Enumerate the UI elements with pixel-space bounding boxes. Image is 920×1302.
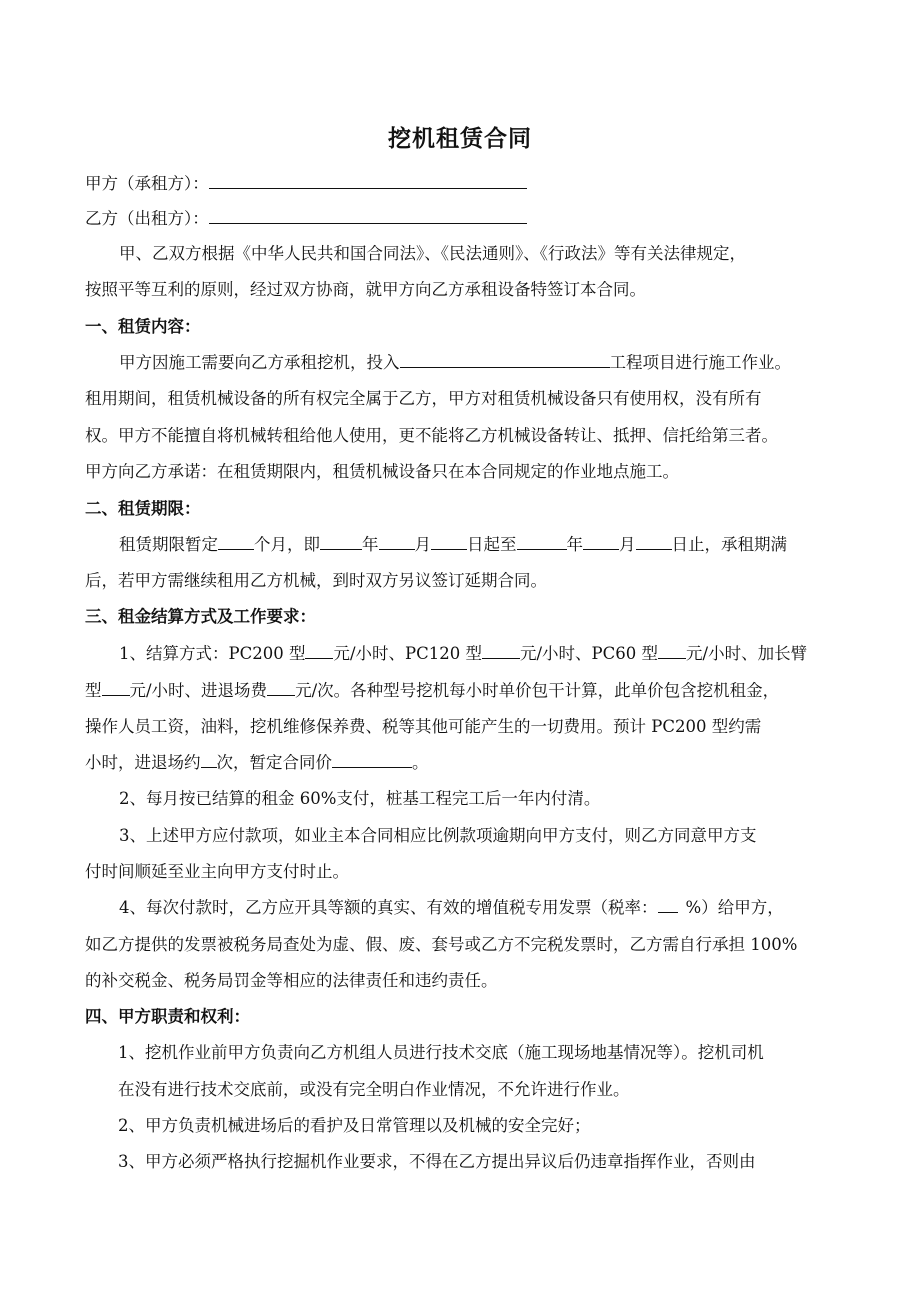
s2-line-1: [119, 531, 787, 555]
party-b-blank[interactable]: [209, 207, 527, 224]
s1-line-2: 租用期间，租赁机械设备的所有权完全属于乙方，甲方对租赁机械设备只有使用权，没有所有: [85, 389, 762, 408]
s3-text: 元/小时、PC120 型: [333, 644, 482, 663]
s1-line-3: 权。甲方不能擅自将机械转租给他人使用，更不能将乙方机械设备转让、抵押、信托给第三者。: [85, 426, 778, 445]
party-b-label: 乙方（出租方）：: [85, 209, 209, 228]
s1-line-4: 甲方向乙方承诺：在租赁期限内，租赁机械设备只在本合同规定的作业地点施工。: [85, 462, 679, 481]
section-3-heading: 三、租金结算方式及工作要求：: [85, 607, 316, 626]
contract-price-blank[interactable]: [332, 751, 412, 768]
s3-p4-line-3: 的补交税金、税务局罚金等相应的法律责任和违约责任。: [85, 971, 498, 990]
party-b-line: [85, 205, 527, 229]
s1-text: 工程项目进行施工作业。: [609, 353, 791, 372]
mobilization-fee-blank[interactable]: [267, 679, 295, 696]
s3-text: 型: [85, 681, 102, 700]
percent-sign: %: [685, 898, 702, 917]
s3-p4-line-2: 如乙方提供的发票被税务局查处为虚、假、废、套号或乙方不完税发票时，乙方需自行承担 100%: [85, 935, 798, 954]
s3-p4-line-1: [119, 894, 784, 918]
s3-text: 小时，进退场约: [85, 753, 201, 772]
section-2-heading: 二、租赁期限：: [85, 499, 201, 518]
s4-p1-line-2: 在没有进行技术交底前，或没有完全明白作业情况，不允许进行作业。: [118, 1080, 630, 1099]
s3-p2: 2、每月按已结算的租金 60%支付，桩基工程完工后一年内付清。: [119, 789, 601, 808]
s3-p3-line-1: 3、上述甲方应付款项，如业主本合同相应比例款项逾期向甲方支付，则乙方同意甲方支: [119, 826, 757, 845]
s3-text: 1、结算方式：PC200 型: [119, 644, 306, 663]
s3-p1-line-4: [85, 749, 429, 773]
mobilization-count-blank[interactable]: [201, 751, 217, 768]
end-day-blank[interactable]: [636, 533, 672, 550]
tax-rate-blank[interactable]: [658, 896, 678, 913]
s3-text: 元/小时、加长臂: [686, 644, 808, 663]
s4-p2: 2、甲方负责机械进场后的看护及日常管理以及机械的安全完好；: [118, 1116, 591, 1135]
party-a-blank[interactable]: [209, 172, 527, 189]
s4-p3: 3、甲方必须严格执行挖掘机作业要求，不得在乙方提出异议后仍违章指挥作业，否则由: [118, 1152, 756, 1171]
intro-line-2: 按照平等互利的原则，经过双方协商，就甲方向乙方承租设备特签订本合同。: [85, 280, 646, 299]
s3-text: 4、每次付款时，乙方应开具等额的真实、有效的增值税专用发票（税率：: [119, 898, 658, 917]
end-month-blank[interactable]: [583, 533, 619, 550]
s3-text: 元/小时、进退场费: [129, 681, 268, 700]
s2-text: 年: [566, 535, 583, 554]
s3-p1-line-3: 操作人员工资，油料，挖机维修保养费、税等其他可能产生的一切费用。预计 PC200 型约需: [85, 717, 762, 736]
section-1-heading: 一、租赁内容：: [85, 317, 201, 336]
pc60-rate-blank[interactable]: [658, 642, 686, 659]
s1-line-1: [119, 349, 791, 373]
document-title: 挖机租赁合同: [388, 126, 532, 152]
project-blank[interactable]: [400, 351, 610, 368]
s3-text: ）给甲方，: [701, 898, 784, 917]
s3-text: 元/小时、PC60 型: [520, 644, 659, 663]
s2-line-2: 后，若甲方需继续租用乙方机械，到时双方另议签订延期合同。: [85, 571, 547, 590]
months-blank[interactable]: [218, 533, 254, 550]
section-4-heading: 四、甲方职责和权利：: [85, 1007, 250, 1026]
party-a-label: 甲方（承租方）：: [85, 174, 209, 193]
s3-text: 元/次。各种型号挖机每小时单价包干计算，此单价包含挖机租金，: [295, 681, 780, 700]
long-arm-rate-blank[interactable]: [102, 679, 130, 696]
s2-text: 月: [619, 535, 636, 554]
start-day-blank[interactable]: [431, 533, 467, 550]
s3-text: 次，暂定合同价: [216, 753, 332, 772]
s3-p1-line-1: [119, 640, 807, 664]
pc200-rate-blank[interactable]: [305, 642, 333, 659]
intro-line-1: 甲、乙双方根据《中华人民共和国合同法》、《民法通则》、《行政法》等有关法律规定，: [119, 244, 746, 263]
s3-p1-line-2: [85, 677, 779, 701]
s2-text: 月: [414, 535, 431, 554]
pc120-rate-blank[interactable]: [482, 642, 520, 659]
s2-text: 个月，即: [254, 535, 320, 554]
s2-text: 年: [362, 535, 379, 554]
end-year-blank[interactable]: [517, 533, 567, 550]
s4-p1-line-1: 1、挖机作业前甲方负责向乙方机组人员进行技术交底（施工现场地基情况等）。挖机司机: [118, 1043, 764, 1062]
s2-text: 日起至: [467, 535, 517, 554]
s1-text: 甲方因施工需要向乙方承租挖机，投入: [119, 353, 400, 372]
start-year-blank[interactable]: [320, 533, 362, 550]
start-month-blank[interactable]: [379, 533, 415, 550]
party-a-line: [85, 170, 527, 194]
s2-text: 租赁期限暂定: [119, 535, 218, 554]
s2-text: 日止，承租期满: [671, 535, 787, 554]
s3-text: 。: [412, 753, 429, 772]
s3-p3-line-2: 付时间顺延至业主向甲方支付时止。: [85, 862, 349, 881]
